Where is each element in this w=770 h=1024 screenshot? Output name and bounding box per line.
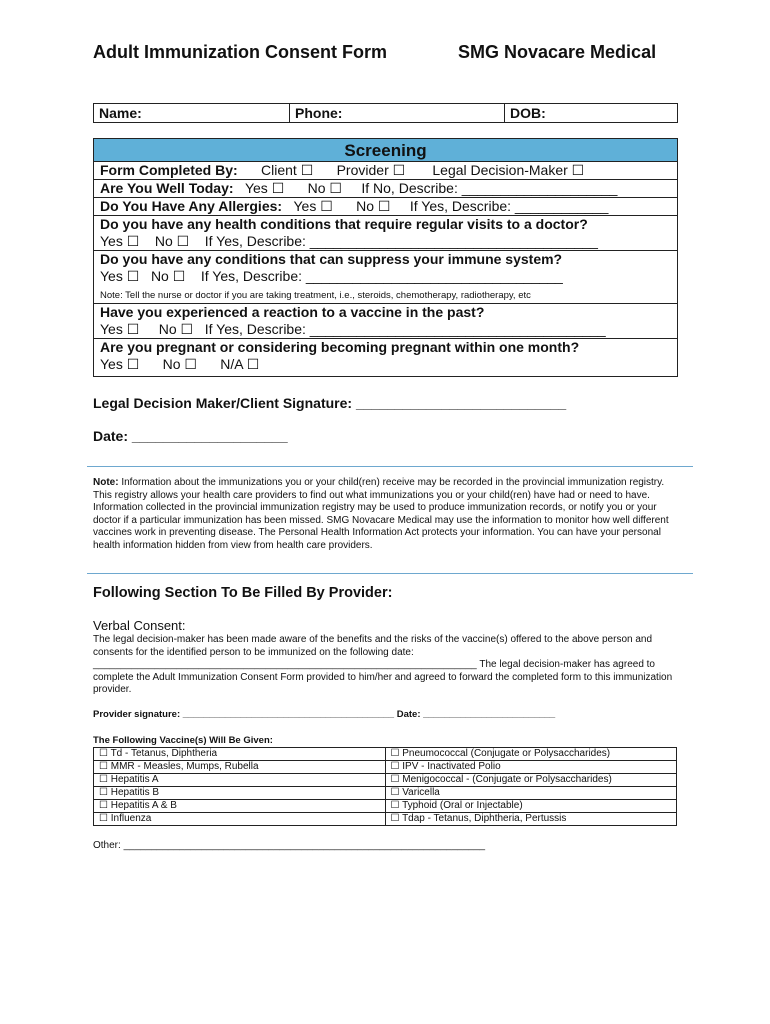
row-options[interactable]: Yes ☐ No ☐ If Yes, Describe: ____________ <box>282 198 609 214</box>
vaccine-option-td[interactable]: ☐ Td - Tetanus, Diphtheria <box>94 748 386 761</box>
vaccine-option-ipv[interactable]: ☐ IPV - Inactivated Polio <box>385 761 677 774</box>
patient-id-row <box>93 103 678 123</box>
vaccines-title: The Following Vaccine(s) Will Be Given: <box>93 735 273 746</box>
provider-section-title: Following Section To Be Filled By Provider: <box>93 585 393 601</box>
row-question: Have you experienced a reaction to a vaccine in the past? <box>100 304 485 320</box>
note-label: Note: <box>93 477 119 488</box>
table-row <box>94 761 677 774</box>
screening-row-immune <box>94 251 677 304</box>
other-vaccine-field[interactable]: Other: _________________________________________________________________ <box>93 840 486 851</box>
divider-bottom <box>87 573 693 574</box>
row-options[interactable]: Yes ☐ No ☐ If Yes, Describe: ______________________________________ <box>100 321 606 337</box>
row-options[interactable]: Yes ☐ No ☐ If Yes, Describe: _____________________________________ <box>100 233 598 249</box>
table-row <box>94 774 677 787</box>
vaccine-option-influenza[interactable]: ☐ Influenza <box>94 813 386 826</box>
vaccine-option-varicella[interactable]: ☐ Varicella <box>385 787 677 800</box>
screening-row-health-conditions <box>94 216 677 251</box>
note-text: Information about the immunizations you or your child(ren) receive may be recorded in the provincial immunization registry. This registry allows your health care providers to find out what immunizations you or your child(ren) have had or need to have. Information collected in the provincial immunization registry may be used to produce immunization records, or notify you or your doctor if a particular immunization has been missed. SMG Novacare Medical may use the information to monitor how well different vaccines work in preventing disease. The Personal Health Information Act protects your information. You can have your personal health information hidden from view from health care providers. <box>93 477 669 551</box>
row-label: Form Completed By: <box>100 162 238 178</box>
vaccine-option-mmr[interactable]: ☐ MMR - Measles, Mumps, Rubella <box>94 761 386 774</box>
row-options[interactable]: Yes ☐ No ☐ If No, Describe: ____________________ <box>233 180 618 196</box>
row-question: Are you pregnant or considering becoming pregnant within one month? <box>100 339 580 355</box>
table-row <box>94 787 677 800</box>
vaccine-option-hepatitis-ab[interactable]: ☐ Hepatitis A & B <box>94 800 386 813</box>
vaccine-option-typhoid[interactable]: ☐ Typhoid (Oral or Injectable) <box>385 800 677 813</box>
phone-field[interactable]: Phone: <box>290 104 505 122</box>
form-title: Adult Immunization Consent Form <box>93 42 387 62</box>
organization-name: SMG Novacare Medical <box>458 42 657 62</box>
provider-signature-field[interactable]: Provider signature: ________________________________________ Date: _________________________ <box>93 709 556 720</box>
row-question: Do you have any health conditions that require regular visits to a doctor? <box>100 216 588 232</box>
row-label: Do You Have Any Allergies: <box>100 198 283 214</box>
verbal-consent-para-2[interactable]: _____________________________________________________________________ The legal decision-maker has agreed to complete the Adult Immunization Consent Form provided to him/her and agreed to forward the completed form to this immunization provider. <box>93 659 673 696</box>
table-row <box>94 813 677 826</box>
row-options[interactable]: Yes ☐ No ☐ If Yes, Describe: _________________________________ <box>100 268 563 284</box>
client-signature-field[interactable]: Legal Decision Maker/Client Signature: ___________________________ <box>93 395 567 411</box>
screening-row-completed-by <box>94 162 677 180</box>
privacy-note <box>93 477 678 553</box>
vaccine-option-pneumococcal[interactable]: ☐ Pneumococcal (Conjugate or Polysaccharides) <box>385 748 677 761</box>
vaccine-option-tdap[interactable]: ☐ Tdap - Tetanus, Diphtheria, Pertussis <box>385 813 677 826</box>
verbal-consent-para-1: The legal decision-maker has been made aware of the benefits and the risks of the vaccine(s) offered to the above person and consents for the identified person to be immunized on the following date: <box>93 634 653 658</box>
vaccine-option-hepatitis-b[interactable]: ☐ Hepatitis B <box>94 787 386 800</box>
row-options[interactable]: Yes ☐ No ☐ N/A ☐ <box>100 356 260 372</box>
screening-row-pregnant <box>94 339 677 373</box>
screening-row-well-today <box>94 180 677 198</box>
vaccine-option-hepatitis-a[interactable]: ☐ Hepatitis A <box>94 774 386 787</box>
dob-field[interactable]: DOB: <box>510 105 546 121</box>
row-options[interactable]: Client ☐ Provider ☐ Legal Decision-Maker ☐ <box>237 162 585 178</box>
screening-title: Screening <box>94 139 677 162</box>
name-field[interactable]: Name: <box>94 104 290 122</box>
table-row <box>94 748 677 761</box>
table-row <box>94 800 677 813</box>
row-label: Are You Well Today: <box>100 180 234 196</box>
screening-row-allergies <box>94 198 677 216</box>
vaccine-option-menigococcal[interactable]: ☐ Menigococcal - (Conjugate or Polysaccharides) <box>385 774 677 787</box>
screening-row-vaccine-reaction <box>94 304 677 339</box>
verbal-consent-title: Verbal Consent: <box>93 618 186 633</box>
verbal-consent-text <box>93 634 678 697</box>
immune-note: Note: Tell the nurse or doctor if you are taking treatment, i.e., steroids, chemotherapy, radiotherapy, etc <box>100 290 531 301</box>
signature-date-field[interactable]: Date: ____________________ <box>93 428 288 444</box>
screening-table <box>93 138 678 377</box>
row-question: Do you have any conditions that can suppress your immune system? <box>100 251 563 267</box>
vaccines-table <box>93 747 677 826</box>
divider-top <box>87 466 693 467</box>
